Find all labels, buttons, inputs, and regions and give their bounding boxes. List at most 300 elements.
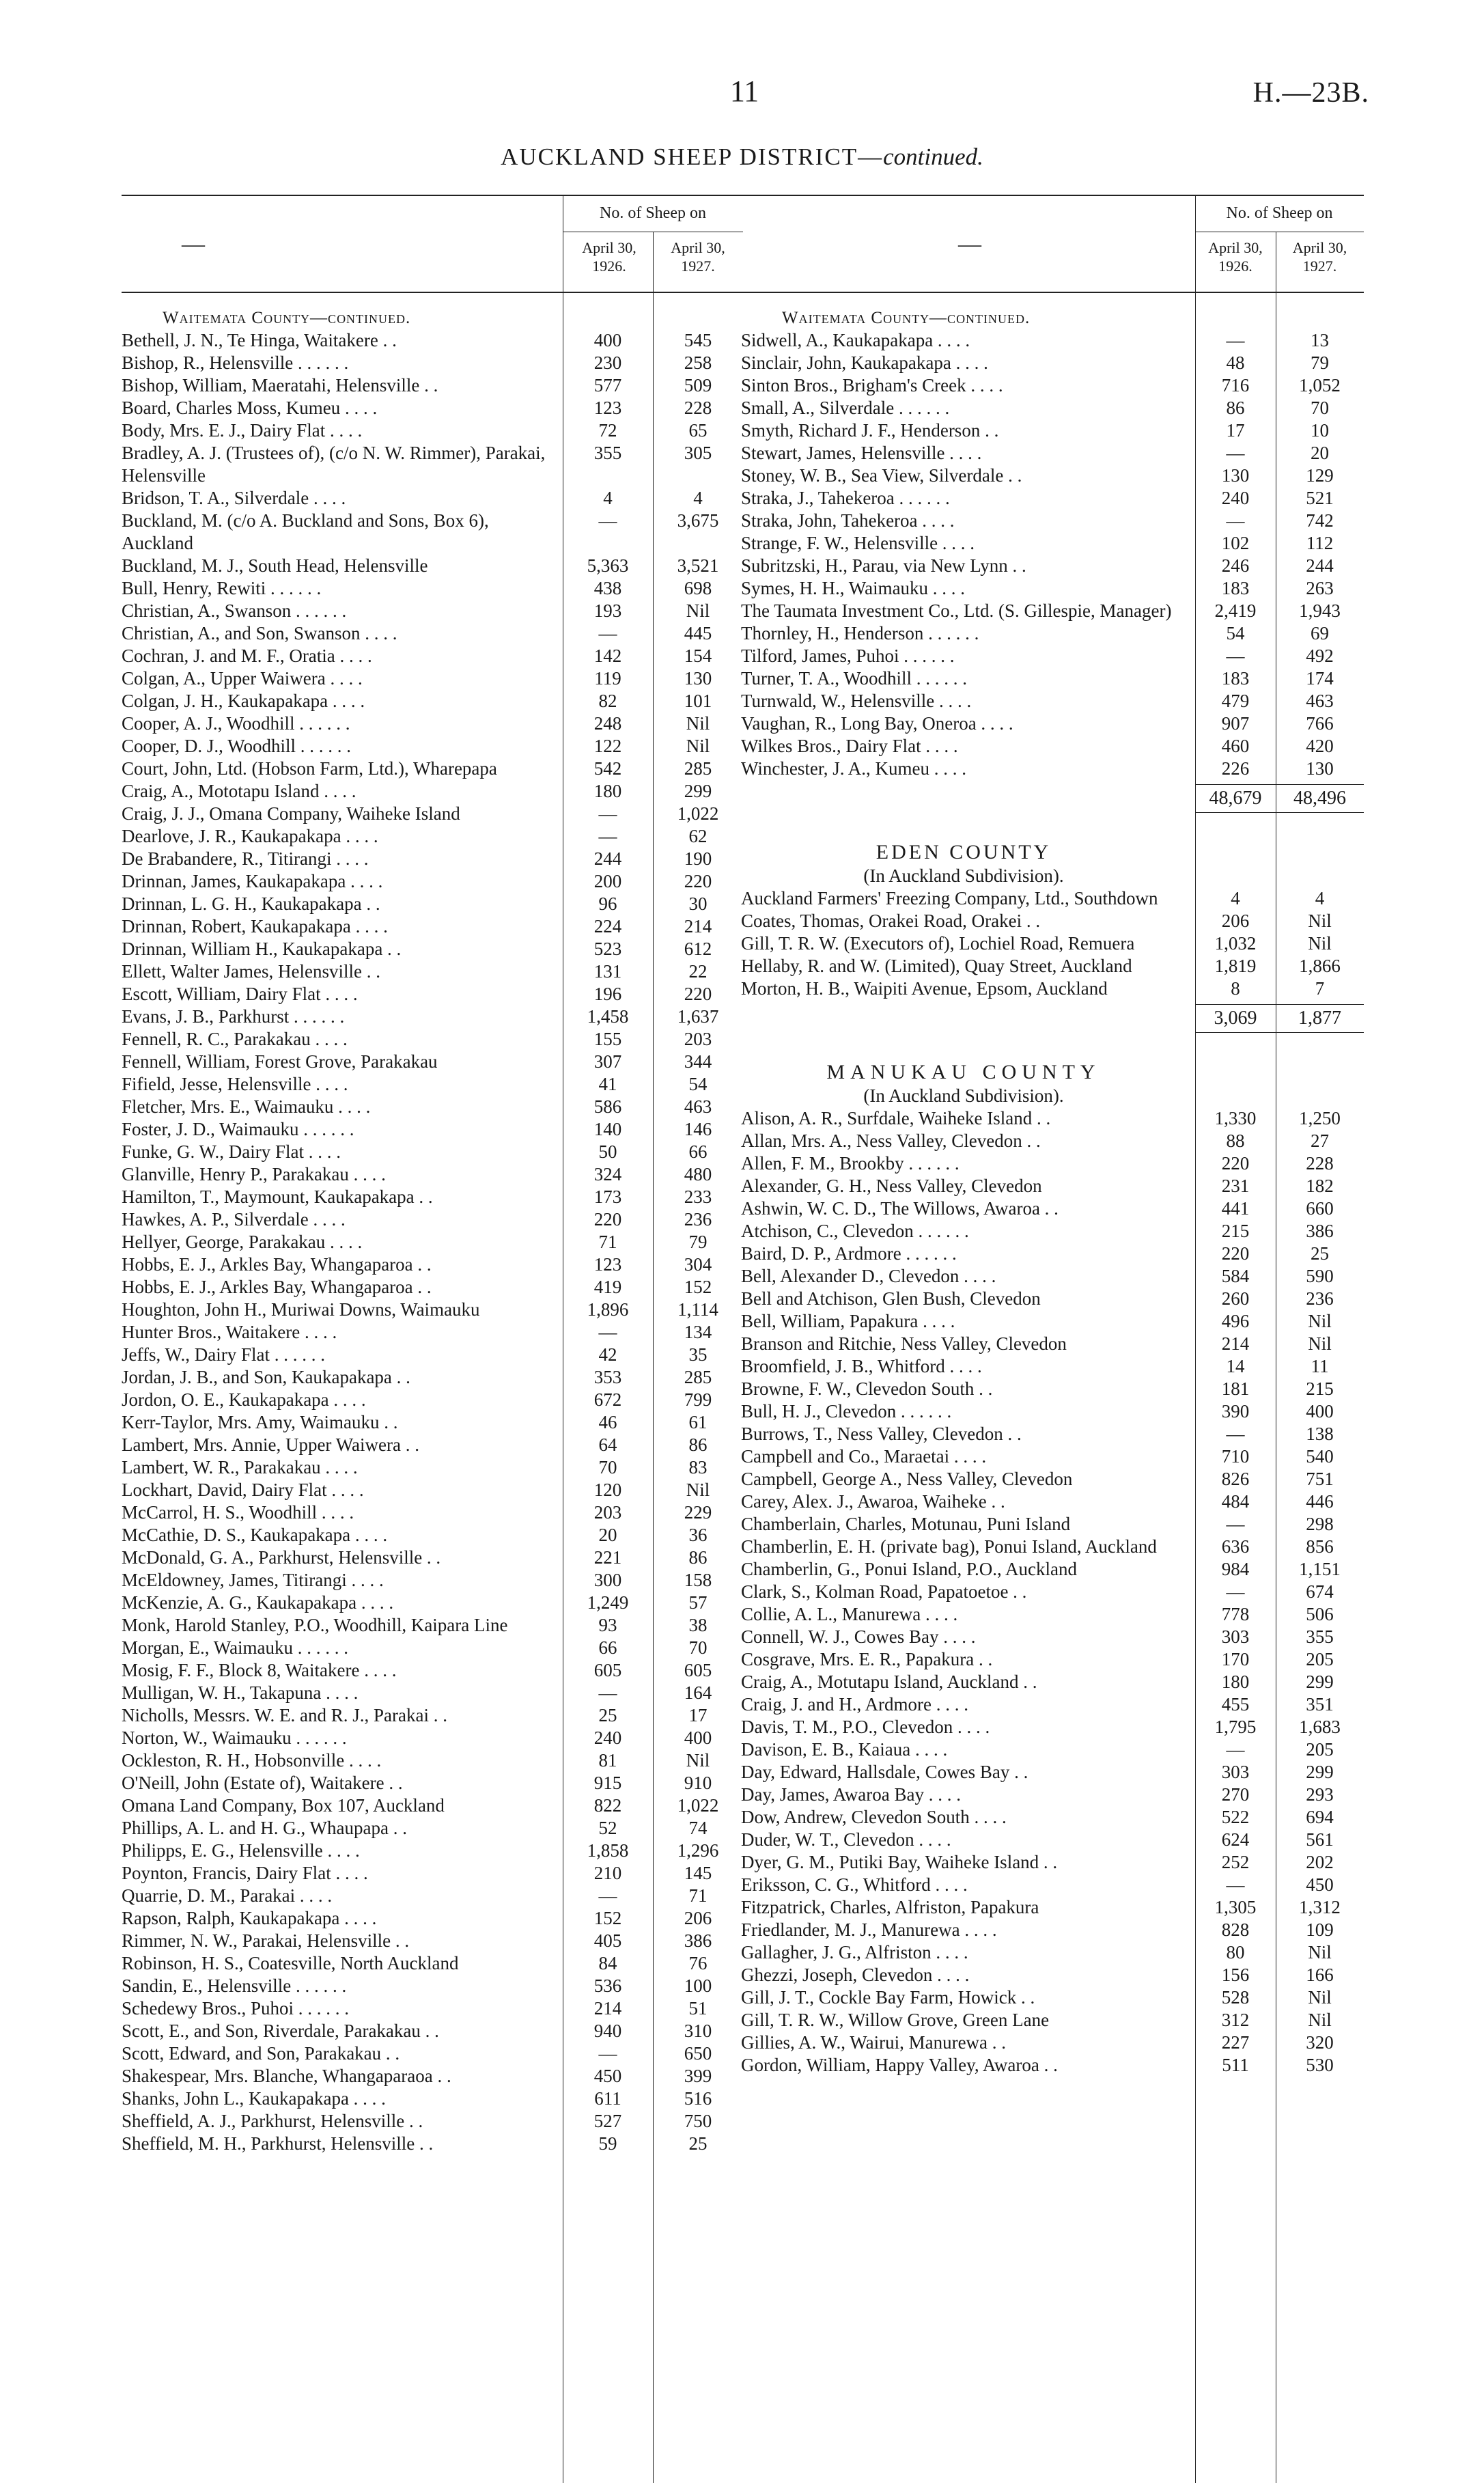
- owner-name: Tilford, James, Puhoi . . . . . .: [741, 646, 955, 666]
- table-row: [741, 712, 1364, 735]
- sheep-1927: 605: [684, 1660, 712, 1680]
- sheep-1926: 5,363: [587, 555, 629, 576]
- table-row: [741, 1423, 1364, 1445]
- table-row: [122, 2042, 743, 2065]
- owner-name: Drinnan, James, Kaukapakapa . . . .: [122, 871, 383, 891]
- sheep-1927: 450: [1306, 1874, 1334, 1895]
- sheep-1927: 236: [1306, 1288, 1334, 1309]
- sheep-1927: Nil: [686, 736, 710, 756]
- sheep-1926: 81: [598, 1750, 617, 1771]
- table-row: [741, 1355, 1364, 1378]
- owner-name: Buckland, M. (c/o A. Buckland and Sons, Box 6), Auckland: [122, 510, 489, 553]
- table-row: [122, 1321, 743, 1344]
- owner-name: Nicholls, Messrs. W. E. and R. J., Parakai . .: [122, 1705, 447, 1725]
- sheep-1926: 156: [1221, 1965, 1250, 1985]
- sheep-1926: 1,330: [1214, 1108, 1257, 1128]
- sheep-1926: 355: [593, 443, 622, 463]
- sheep-1926: 624: [1221, 1829, 1250, 1850]
- sheep-1926: 1,458: [587, 1006, 629, 1027]
- owner-name: Bell and Atchison, Glen Bush, Clevedon: [741, 1288, 1041, 1309]
- sheep-1927: 190: [684, 848, 712, 869]
- owner-name: Philipps, E. G., Helensville . . . .: [122, 1840, 360, 1861]
- owner-name: Turner, T. A., Woodhill . . . . . .: [741, 668, 968, 689]
- table-row: [741, 1829, 1364, 1851]
- sheep-1926: 196: [593, 984, 622, 1004]
- table-row: [741, 464, 1364, 487]
- sheep-1926: —: [598, 803, 617, 824]
- sheep-1926: 822: [593, 1795, 622, 1816]
- table-row: [122, 487, 743, 510]
- owner-name: Rapson, Ralph, Kaukapakapa . . . .: [122, 1908, 377, 1928]
- sheep-1927: 258: [684, 352, 712, 373]
- table-row: [741, 1107, 1364, 1130]
- sheep-1926: 131: [593, 961, 622, 982]
- table-row: [122, 938, 743, 960]
- sheep-1926: 88: [1226, 1130, 1245, 1151]
- table-row: [741, 622, 1364, 645]
- sheep-1927: 30: [688, 893, 708, 914]
- table-row: [122, 1569, 743, 1592]
- owner-name: Funke, G. W., Dairy Flat . . . .: [122, 1141, 341, 1162]
- table-row: [122, 870, 743, 893]
- sheep-1927: 206: [684, 1908, 712, 1928]
- sheep-1927: 17: [688, 1705, 708, 1725]
- table-row: [122, 1186, 743, 1208]
- table-row: [741, 1490, 1364, 1513]
- header-1927: April 30, 1927.: [671, 239, 725, 275]
- table-row: [741, 955, 1364, 977]
- sheep-1926: 70: [598, 1457, 617, 1478]
- sheep-1926: 240: [1221, 488, 1250, 508]
- sheep-1926: 173: [593, 1187, 622, 1207]
- sheep-1927: 3,675: [677, 510, 719, 531]
- sheep-1927: Nil: [1308, 2010, 1332, 2030]
- sheep-1926: —: [598, 2043, 617, 2064]
- sheep-1926: 1,819: [1214, 956, 1257, 976]
- owner-name: Turnwald, W., Helensville . . . .: [741, 691, 972, 711]
- sheep-1926: 71: [598, 1232, 617, 1252]
- sheep-1927: 298: [1306, 1514, 1334, 1534]
- owner-name: Carey, Alex. J., Awaroa, Waiheke . .: [741, 1491, 1005, 1512]
- sheep-1926: 46: [598, 1412, 617, 1432]
- right-table-header: [741, 195, 1364, 293]
- owner-name: Eriksson, C. G., Whitford . . . .: [741, 1874, 968, 1895]
- sheep-1926: 80: [1226, 1942, 1245, 1962]
- sheep-1926: 215: [1221, 1221, 1250, 1241]
- header-dash: —: [958, 232, 981, 257]
- table-row: [122, 780, 743, 803]
- owner-name: Gallagher, J. G., Alfriston . . . .: [741, 1942, 968, 1962]
- sheep-1926: 82: [598, 691, 617, 711]
- sheep-1926: —: [598, 1322, 617, 1342]
- sheep-1927: Nil: [686, 713, 710, 734]
- sheep-1927: 205: [1306, 1739, 1334, 1760]
- table-row: [741, 1310, 1364, 1333]
- sheep-1927: 74: [688, 1818, 708, 1838]
- owner-name: Omana Land Company, Box 107, Auckland: [122, 1795, 445, 1816]
- table-row: [122, 1276, 743, 1299]
- sheep-1926: 496: [1221, 1311, 1250, 1331]
- sheep-1926: 300: [593, 1570, 622, 1590]
- table-row: [741, 1693, 1364, 1716]
- sheep-1927: Nil: [686, 1480, 710, 1500]
- sheep-1927: 698: [684, 578, 712, 598]
- owner-name: Browne, F. W., Clevedon South . .: [741, 1378, 993, 1399]
- sheep-1927: 540: [1306, 1446, 1334, 1467]
- sheep-1926: 522: [1221, 1807, 1250, 1827]
- owner-name: Shakespear, Mrs. Blanche, Whangaparaoa . .: [122, 2066, 451, 2086]
- table-row: [741, 1964, 1364, 1986]
- sheep-1926: 123: [593, 398, 622, 418]
- sheep-1926: 479: [1221, 691, 1250, 711]
- sheep-1926: —: [598, 1682, 617, 1703]
- owner-name: Cooper, A. J., Woodhill . . . . . .: [122, 713, 350, 734]
- table-row: [741, 1243, 1364, 1265]
- owner-name: Thornley, H., Henderson . . . . . .: [741, 623, 979, 643]
- sheep-1926: 170: [1221, 1649, 1250, 1669]
- owner-name: Allan, Mrs. A., Ness Valley, Clevedon . .: [741, 1130, 1041, 1151]
- sheep-1927: 1,250: [1299, 1108, 1341, 1128]
- owner-name: Campbell and Co., Maraetai . . . .: [741, 1446, 987, 1467]
- owner-name: Bradley, A. J. (Trustees of), (c/o N. W. Rimmer), Parakai, Helensville: [122, 443, 546, 486]
- sheep-1927: 750: [684, 2111, 712, 2131]
- owner-name: Phillips, A. L. and H. G., Whaupapa . .: [122, 1818, 407, 1838]
- owner-name: Chamberlain, Charles, Motunau, Puni Island: [741, 1514, 1071, 1534]
- sheep-1926: 206: [1221, 911, 1250, 931]
- sheep-1926: 246: [1221, 555, 1250, 576]
- sheep-1926: 220: [593, 1209, 622, 1230]
- sheep-1926: 419: [593, 1277, 622, 1297]
- owner-name: Christian, A., Swanson . . . . . .: [122, 600, 347, 621]
- table-row: [122, 1772, 743, 1794]
- sheep-1926: 4: [1231, 888, 1240, 908]
- owner-name: Gordon, William, Happy Valley, Awaroa . .: [741, 2055, 1058, 2075]
- table-row: [741, 1784, 1364, 1806]
- sheep-1927: 203: [684, 1029, 712, 1049]
- sheep-1926: 230: [593, 352, 622, 373]
- owner-name: Jordon, O. E., Kaukapakapa . . . .: [122, 1389, 366, 1410]
- owner-name: Baird, D. P., Ardmore . . . . . .: [741, 1243, 957, 1264]
- owner-name: Board, Charles Moss, Kumeu . . . .: [122, 398, 378, 418]
- sheep-1926: 400: [593, 330, 622, 350]
- eden-county-heading: EDEN COUNTY: [876, 841, 1052, 863]
- owner-name: Lockhart, David, Dairy Flat . . . .: [122, 1480, 364, 1500]
- sheep-1927: 751: [1306, 1469, 1334, 1489]
- owner-name: Allen, F. M., Brookby . . . . . .: [741, 1153, 960, 1174]
- sheep-1927: 351: [1306, 1694, 1334, 1715]
- table-row: [741, 690, 1364, 712]
- table-row: [741, 1220, 1364, 1243]
- table-row: [122, 893, 743, 915]
- owner-name: Sandin, E., Helensville . . . . . .: [122, 1975, 347, 1996]
- table-row: [741, 1130, 1364, 1152]
- owner-name: Campbell, George A., Ness Valley, Clevedon: [741, 1469, 1073, 1489]
- section-heading: Waitemata County—continued.: [163, 309, 411, 327]
- sheep-1927: 11: [1311, 1356, 1329, 1376]
- table-row: [741, 1738, 1364, 1761]
- sheep-1927: 650: [684, 2043, 712, 2064]
- sheep-1927: 25: [1311, 1243, 1329, 1264]
- owner-name: Mulligan, W. H., Takapuna . . . .: [122, 1682, 359, 1703]
- sheep-1927: 561: [1306, 1829, 1334, 1850]
- sheep-1926: 312: [1221, 2010, 1250, 2030]
- right-table: [741, 195, 1364, 2075]
- owner-name: Stewart, James, Helensville . . . .: [741, 443, 982, 463]
- sheep-1926: 523: [593, 939, 622, 959]
- sheep-1926: 672: [593, 1389, 622, 1410]
- sheep-1927: 25: [688, 2133, 708, 2154]
- sheep-1927: 263: [1306, 578, 1334, 598]
- sheep-1927: 463: [1306, 691, 1334, 711]
- table-row: [122, 735, 743, 758]
- table-row: [741, 442, 1364, 464]
- owner-name: Hobbs, E. J., Arkles Bay, Whangaparoa . .: [122, 1277, 432, 1297]
- owner-name: Morgan, E., Waimauku . . . . . .: [122, 1637, 349, 1658]
- sheep-1927: 20: [1311, 443, 1329, 463]
- table-row: [122, 1299, 743, 1321]
- owner-name: Smyth, Richard J. F., Henderson . .: [741, 420, 999, 441]
- table-row: [741, 1197, 1364, 1220]
- sheep-1927: 320: [1306, 2032, 1334, 2053]
- sheep-1926: 155: [593, 1029, 622, 1049]
- total-1926: 3,069: [1195, 1004, 1276, 1033]
- table-row: [122, 329, 743, 352]
- sheep-1927: 463: [684, 1096, 712, 1117]
- sheep-1927: 766: [1306, 713, 1334, 734]
- table-row: [741, 932, 1364, 955]
- total-1926: 48,679: [1195, 784, 1276, 813]
- sheep-1926: 270: [1221, 1784, 1250, 1805]
- sheep-1926: 8: [1231, 978, 1240, 999]
- table-row: [741, 555, 1364, 577]
- sheep-1927: Nil: [1308, 1942, 1332, 1962]
- sheep-1926: 200: [593, 871, 622, 891]
- sheep-1926: 96: [598, 893, 617, 914]
- table-row: [122, 1005, 743, 1028]
- owner-name: Hobbs, E. J., Arkles Bay, Whangaparoa . .: [122, 1254, 432, 1275]
- title-continued: continued.: [883, 143, 983, 170]
- sheep-1927: Nil: [1308, 1311, 1332, 1331]
- sheep-1927: 138: [1306, 1424, 1334, 1444]
- sheep-1926: —: [598, 826, 617, 846]
- sheep-1926: —: [1226, 443, 1245, 463]
- table-row: [122, 1208, 743, 1231]
- owner-name: Atchison, C., Clevedon . . . . . .: [741, 1221, 969, 1241]
- sheep-1927: 66: [688, 1141, 708, 1162]
- right-rows: [741, 329, 1364, 780]
- sheep-1927: 61: [688, 1412, 708, 1432]
- sheep-1927: 400: [1306, 1401, 1334, 1421]
- owner-name: McKenzie, A. G., Kaukapakapa . . . .: [122, 1592, 394, 1613]
- sheep-1927: Nil: [1308, 911, 1332, 931]
- title-main: AUCKLAND SHEEP DISTRICT—: [501, 143, 884, 170]
- sheep-1927: 130: [684, 668, 712, 689]
- table-row: [741, 910, 1364, 932]
- owner-name: Symes, H. H., Waimauku . . . .: [741, 578, 966, 598]
- table-row: [122, 442, 743, 487]
- sheep-1927: 71: [688, 1885, 708, 1906]
- sheep-1927: 228: [684, 398, 712, 418]
- sheep-1927: 164: [684, 1682, 712, 1703]
- sheep-1927: 130: [1306, 758, 1334, 779]
- sheep-1926: 527: [593, 2111, 622, 2131]
- table-row: [122, 2087, 743, 2110]
- sheep-1926: 220: [1221, 1243, 1250, 1264]
- sheep-1926: 915: [593, 1773, 622, 1793]
- sheep-1926: 183: [1221, 578, 1250, 598]
- table-row: [122, 1073, 743, 1096]
- page-title: [0, 143, 1484, 171]
- owner-name: Subritzski, H., Parau, via New Lynn . .: [741, 555, 1026, 576]
- owner-name: Poynton, Francis, Dairy Flat . . . .: [122, 1863, 368, 1883]
- sheep-1927: 100: [684, 1975, 712, 1996]
- sheep-1926: 826: [1221, 1469, 1250, 1489]
- sheep-1926: 231: [1221, 1176, 1250, 1196]
- sheep-1926: 907: [1221, 713, 1250, 734]
- sheep-1927: 202: [1306, 1852, 1334, 1872]
- table-row: [122, 1231, 743, 1253]
- owner-name: Fitzpatrick, Charles, Alfriston, Papakura: [741, 1897, 1039, 1917]
- table-row: [741, 2031, 1364, 2054]
- sheep-1927: 70: [688, 1637, 708, 1658]
- owner-name: Gill, T. R. W., Willow Grove, Green Lane: [741, 2010, 1050, 2030]
- eden-total: [741, 1004, 1364, 1033]
- sheep-1926: 460: [1221, 736, 1250, 756]
- sheep-1926: 260: [1221, 1288, 1250, 1309]
- table-row: [741, 1175, 1364, 1197]
- owner-name: Sidwell, A., Kaukapakapa . . . .: [741, 330, 970, 350]
- sheep-1926: 20: [598, 1525, 617, 1545]
- sheep-1927: 799: [684, 1389, 712, 1410]
- table-row: [122, 712, 743, 735]
- table-row: [741, 735, 1364, 758]
- sheep-1927: 229: [684, 1502, 712, 1523]
- table-row: [122, 1862, 743, 1885]
- table-row: [122, 645, 743, 667]
- sheep-1926: 4: [603, 488, 613, 508]
- section-heading: Waitemata County—continued.: [782, 309, 1031, 327]
- table-row: [741, 374, 1364, 397]
- sheep-1927: 742: [1306, 510, 1334, 531]
- owner-name: Chamberlin, G., Ponui Island, P.O., Auckland: [741, 1559, 1077, 1579]
- owner-name: Evans, J. B., Parkhurst . . . . . .: [122, 1006, 345, 1027]
- owner-name: Hellaby, R. and W. (Limited), Quay Street, Auckland: [741, 956, 1132, 976]
- table-row: [741, 1986, 1364, 2009]
- sheep-1927: 660: [1306, 1198, 1334, 1219]
- table-row: [122, 374, 743, 397]
- sheep-1927: 1,866: [1299, 956, 1341, 976]
- header-dash: —: [182, 232, 205, 257]
- owner-name: Monk, Harold Stanley, P.O., Woodhill, Kaipara Line: [122, 1615, 508, 1635]
- sheep-1926: 511: [1222, 2055, 1249, 2075]
- owner-name: McCathie, D. S., Kaukapakapa . . . .: [122, 1525, 388, 1545]
- sheep-1927: 233: [684, 1187, 712, 1207]
- table-row: [741, 1400, 1364, 1423]
- owner-name: Craig, A., Mototapu Island . . . .: [122, 781, 356, 801]
- table-row: [741, 1648, 1364, 1671]
- sheep-1927: 509: [684, 375, 712, 396]
- sheep-1927: 35: [688, 1344, 708, 1365]
- sheep-1927: 445: [684, 623, 712, 643]
- table-row: [741, 1265, 1364, 1288]
- sheep-1926: 183: [1221, 668, 1250, 689]
- sheep-1927: 1,052: [1299, 375, 1341, 396]
- table-row: [122, 2133, 743, 2155]
- owner-name: Bishop, William, Maeratahi, Helensville . .: [122, 375, 438, 396]
- sheep-1926: 1,795: [1214, 1717, 1257, 1737]
- sheep-1926: 1,896: [587, 1299, 629, 1320]
- sheep-1926: 303: [1221, 1762, 1250, 1782]
- sheep-1927: 4: [1315, 888, 1325, 908]
- table-row: [122, 1028, 743, 1051]
- owner-name: Dyer, G. M., Putiki Bay, Waiheke Island . .: [741, 1852, 1058, 1872]
- table-row: [122, 622, 743, 645]
- sheep-1927: 10: [1311, 420, 1329, 441]
- owner-name: Fletcher, Mrs. E., Waimauku . . . .: [122, 1096, 371, 1117]
- sheep-1926: 48: [1226, 352, 1245, 373]
- owner-name: Davison, E. B., Kaiaua . . . .: [741, 1739, 948, 1760]
- owner-name: Stoney, W. B., Sea View, Silverdale . .: [741, 465, 1022, 486]
- sheep-1927: 1,022: [677, 803, 719, 824]
- owner-name: Morton, H. B., Waipiti Avenue, Epsom, Auckland: [741, 978, 1108, 999]
- sheep-1927: 57: [688, 1592, 708, 1613]
- owner-name: Lambert, Mrs. Annie, Upper Waiwera . .: [122, 1434, 419, 1455]
- sheep-1927: 344: [684, 1051, 712, 1072]
- sheep-1927: 1,296: [677, 1840, 719, 1861]
- sheep-1927: 51: [688, 1998, 708, 2019]
- sheep-1926: 441: [1221, 1198, 1250, 1219]
- sheep-1926: —: [1226, 1739, 1245, 1760]
- owner-name: Bethell, J. N., Te Hinga, Waitakere . .: [122, 330, 397, 350]
- header-group: No. of Sheep on: [600, 204, 706, 222]
- sheep-1927: 3,521: [677, 555, 719, 576]
- owner-name: Hunter Bros., Waitakere . . . .: [122, 1322, 337, 1342]
- left-table: [122, 195, 743, 2154]
- table-row: [122, 1659, 743, 1682]
- owner-name: The Taumata Investment Co., Ltd. (S. Gillespie, Manager): [741, 600, 1172, 621]
- sheep-1927: 420: [1306, 736, 1334, 756]
- sheep-1926: 586: [593, 1096, 622, 1117]
- sheep-1927: 129: [1306, 465, 1334, 486]
- owner-name: Ghezzi, Joseph, Clevedon . . . .: [741, 1965, 970, 1985]
- header-1926: April 30, 1926.: [582, 239, 636, 275]
- owner-name: Connell, W. J., Cowes Bay . . . .: [741, 1626, 976, 1647]
- sheep-1926: 224: [593, 916, 622, 937]
- table-row: [122, 983, 743, 1005]
- sheep-1927: 506: [1306, 1604, 1334, 1624]
- owner-name: Robinson, H. S., Coatesville, North Auckland: [122, 1953, 459, 1973]
- table-row: [122, 1997, 743, 2020]
- table-row: [741, 600, 1364, 622]
- sheep-1926: 203: [593, 1502, 622, 1523]
- table-row: [122, 1840, 743, 1862]
- sheep-1926: 214: [593, 1998, 622, 2019]
- sheep-1927: 146: [684, 1119, 712, 1139]
- table-row: [122, 1614, 743, 1637]
- owner-name: Cosgrave, Mrs. E. R., Papakura . .: [741, 1649, 993, 1669]
- sheep-1926: —: [598, 1885, 617, 1906]
- owner-name: De Brabandere, R., Titirangi . . . .: [122, 848, 369, 869]
- sheep-1927: 492: [1306, 646, 1334, 666]
- table-row: [741, 1603, 1364, 1626]
- owner-name: Buckland, M. J., South Head, Helensville: [122, 555, 428, 576]
- sheep-1926: —: [1226, 510, 1245, 531]
- table-row: [122, 667, 743, 690]
- sheep-1926: 240: [593, 1728, 622, 1748]
- owner-name: Vaughan, R., Long Bay, Oneroa . . . .: [741, 713, 1013, 734]
- table-row: [122, 803, 743, 825]
- owner-name: Branson and Ritchie, Ness Valley, Clevedon: [741, 1333, 1067, 1354]
